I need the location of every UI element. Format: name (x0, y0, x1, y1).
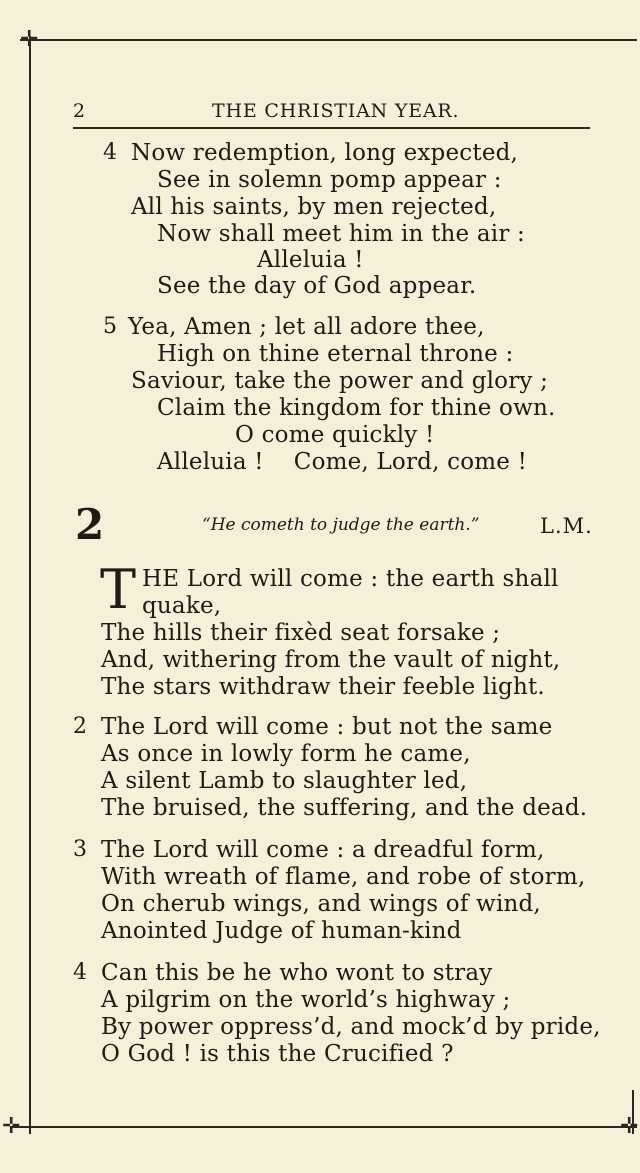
top-left-cross-ornament: ✛ (20, 27, 39, 52)
verse-line: A silent Lamb to slaughter led, (101, 768, 468, 794)
verse-line: On cherub wings, and wings of wind, (101, 891, 541, 917)
verse-line: See the day of God appear. (157, 273, 477, 299)
verse-line: quake, (142, 593, 222, 619)
verse-line: HE Lord will come : the earth shall (142, 566, 559, 592)
verse-line: O God ! is this the Crucified ? (101, 1041, 454, 1067)
verse-line: Anointed Judge of human-kind (101, 918, 462, 944)
verse-line: Now redemption, long expected, (131, 140, 519, 166)
verse-line: All his saints, by men rejected, (131, 194, 497, 220)
verse-line: The Lord will come : but not the same (101, 714, 553, 740)
verse-line: As once in lowly form he came, (101, 741, 471, 767)
verse-line: O come quickly ! (235, 422, 435, 448)
running-title: THE CHRISTIAN YEAR. (212, 100, 460, 122)
hymn-meter: L.M. (540, 514, 593, 538)
verse-line: Claim the kingdom for thine own. (157, 395, 556, 421)
stanza-number: 3 (73, 837, 87, 862)
verse-line: Alleluia ! (257, 247, 364, 273)
header-rule (73, 127, 590, 129)
verse-line: With wreath of flame, and robe of storm, (101, 864, 586, 890)
bottom-left-cross-ornament: ✛ (2, 1114, 21, 1139)
stanza-number: 2 (73, 714, 87, 739)
verse-line: Alleluia ! Come, Lord, come ! (157, 449, 528, 475)
page-number: 2 (73, 100, 86, 122)
drop-cap: T (100, 558, 137, 621)
bottom-border-rule (10, 1126, 637, 1128)
left-border-rule (29, 36, 31, 1134)
bottom-right-cross-ornament: ✛ (620, 1114, 639, 1139)
verse-line: Yea, Amen ; let all adore thee, (128, 314, 485, 340)
verse-line: The Lord will come : a dreadful form, (101, 837, 545, 863)
hymn-epigraph: “He cometh to judge the earth.” (202, 515, 480, 535)
verse-line: By power oppress’d, and mock’d by pride, (101, 1014, 601, 1040)
verse-line: The bruised, the suffering, and the dead. (101, 795, 588, 821)
verse-line: Now shall meet him in the air : (157, 221, 525, 247)
stanza-number: 4 (73, 960, 87, 985)
stanza-number: 4 (103, 140, 117, 165)
verse-line: The stars withdraw their feeble light. (101, 674, 545, 700)
verse-line: Saviour, take the power and glory ; (131, 368, 549, 394)
stanza-number: 5 (103, 314, 117, 339)
verse-line: The hills their fixèd seat forsake ; (101, 620, 501, 646)
verse-line: See in solemn pomp appear : (157, 167, 502, 193)
verse-line: And, withering from the vault of night, (101, 647, 561, 673)
verse-line: Can this be he who wont to stray (101, 960, 493, 986)
verse-line: A pilgrim on the world’s highway ; (101, 987, 511, 1013)
hymn-number: 2 (75, 500, 105, 549)
top-border-rule (20, 39, 637, 41)
verse-line: High on thine eternal throne : (157, 341, 514, 367)
